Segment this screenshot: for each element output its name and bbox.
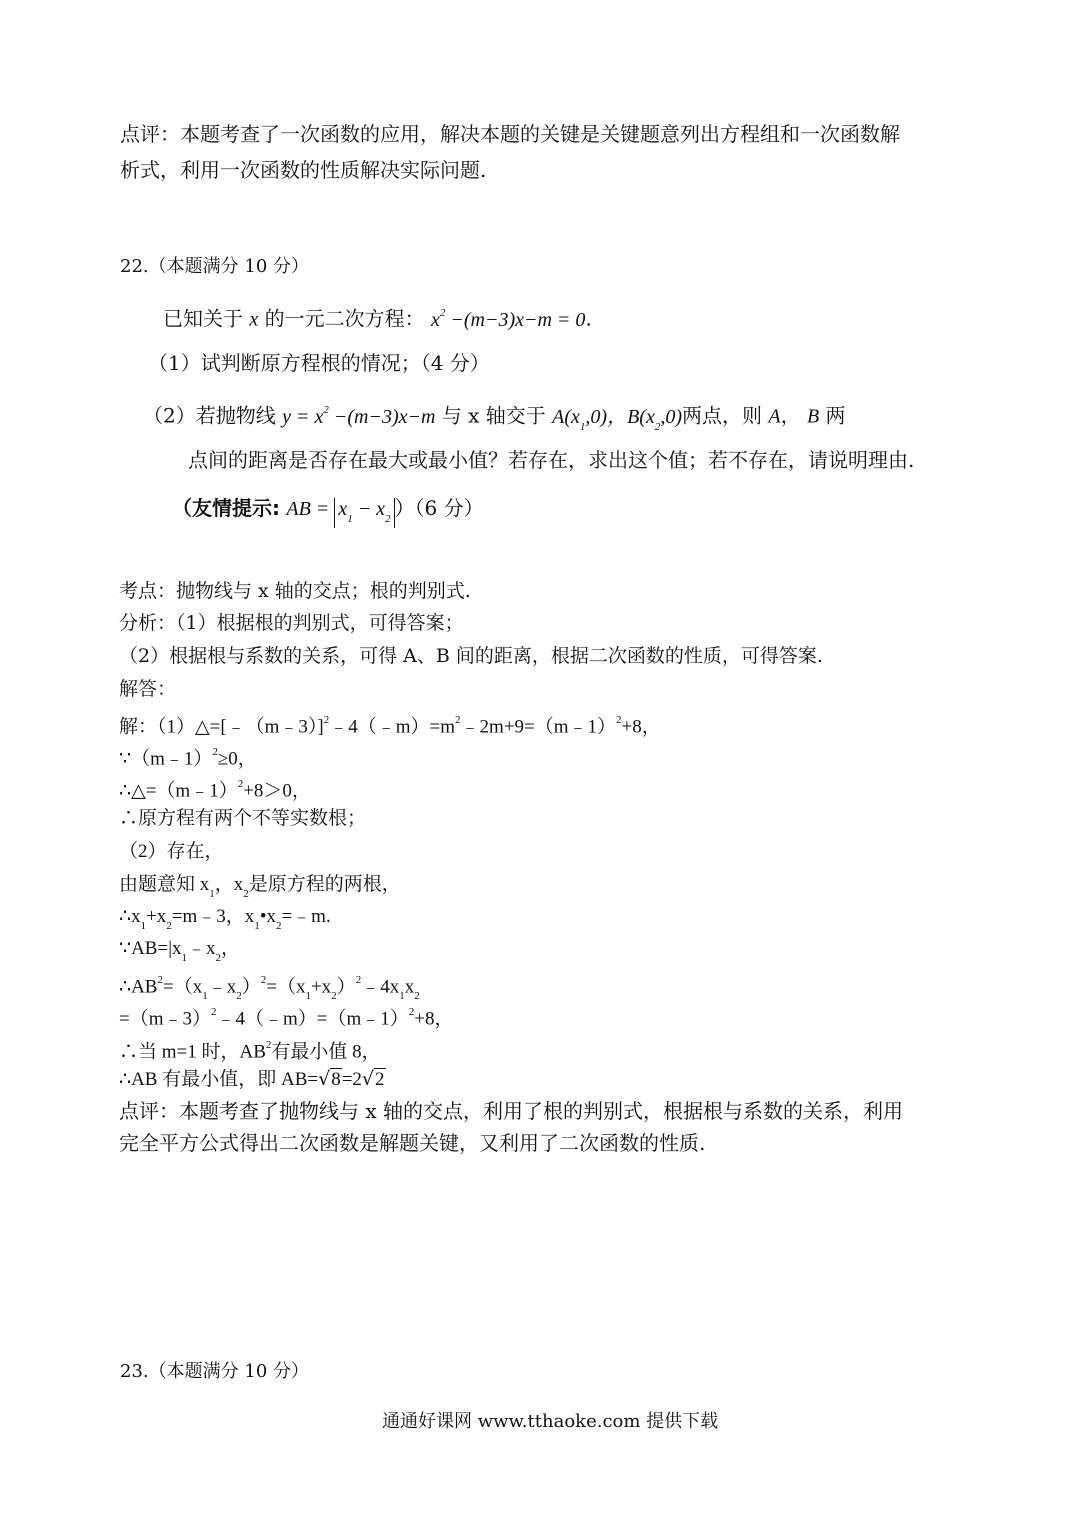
point-b: $B(x_2,0)$ <box>627 405 683 433</box>
q22-hint: （友情提示: AB = $x_1 - x_2$ ）（6 分） <box>172 495 484 528</box>
fenxi-2: （2）根据根与系数的关系，可得 A、B 间的距离，根据二次函数的性质，可得答案. <box>119 645 823 667</box>
hint-formula: AB = $x_1 - x_2$ <box>286 498 394 520</box>
top-comment-line2: 析式，利用一次函数的性质解决实际问题. <box>120 158 487 182</box>
solution-line-8: $\because AB=|x_1﹣x_2$， <box>119 938 241 964</box>
fenxi-1: 分析：（1）根据根的判别式，可得答案； <box>119 612 464 634</box>
solution-line-7: $\therefore x_1+x_2=m﹣3$，$x_1•x_2=﹣m$. <box>119 906 331 932</box>
solution-line-3: ∴△=（m﹣1）$^2$+8＞0， <box>119 778 311 802</box>
solution-line-10: =（m﹣3）$^2$﹣4（﹣m）=（m﹣1）$^2$+8， <box>119 1006 454 1030</box>
point-a: $A(x_1,0)$， <box>552 405 628 433</box>
parabola-equation: $y = x^2 -(m-3)x-m$ <box>282 404 436 428</box>
q22-score: （本题满分 10 分） <box>148 256 309 277</box>
q23-score: （本题满分 10 分） <box>148 1361 309 1382</box>
footer-text: 通通好课网 www.tthaoke.com 提供下载 <box>382 1411 719 1432</box>
kaodian: 考点：抛物线与 x 轴的交点；根的判别式. <box>119 580 471 602</box>
q22-header <box>120 254 309 280</box>
bottom-comment-line2: 完全平方公式得出二次函数是解题关键，又利用了二次函数的性质. <box>119 1131 706 1155</box>
top-comment-line1: 点评：本题考查了一次函数的应用，解决本题的关键是关键题意列出方程组和一次函数解 <box>120 122 900 146</box>
sqrt-2: √2 <box>361 1068 385 1090</box>
solution-line-4: ∴原方程有两个不等实数根； <box>119 808 367 829</box>
solution-line-2: ∵（m﹣1）$^2$≥0， <box>119 746 257 770</box>
solution-line-6: 由题意知 $x_1$，$x_2$是原方程的两根， <box>119 874 401 900</box>
q23-header <box>120 1359 309 1385</box>
q22-part1: （1）试判断原方程根的情况；（4 分） <box>148 351 490 375</box>
solution-line-1: 解：$(1)\triangle=[﹣(m﹣3)]^2﹣4(﹣m)=m^2﹣2m+9=(m﹣1)^2+8$， <box>119 714 661 738</box>
bottom-comment-line1: 点评：本题考查了抛物线与 x 轴的交点，利用了根的判别式，根据根与系数的关系，利用 <box>119 1099 903 1123</box>
q23-number: 23. <box>120 1361 149 1382</box>
q22-number: 22. <box>120 256 149 277</box>
q22-part2-line1: （2）若抛物线 $y = x^2 -(m-3)x-m$ 与 x 轴交于 $A(x_1,0)$，$B(x_2,0)$两点，则 A， B 两 <box>143 403 846 433</box>
q22-stem: 已知关于 x 的一元二次方程： $x^2 -(m-3)x-m = 0$. <box>163 306 592 331</box>
stem-equation: $x^2 -(m-3)x-m = 0$ <box>430 307 586 331</box>
q22-part2-line2: 点间的距离是否存在最大或最小值？若存在，求出这个值；若不存在，请说明理由. <box>188 448 915 472</box>
jieda-label: 解答： <box>119 678 177 700</box>
solution-line-12: ∴AB 有最小值，即 AB=√8=2√2 <box>119 1066 386 1093</box>
solution-line-11: ∴当 m=1 时，$AB^2$有最小值 8， <box>119 1039 381 1063</box>
solution-line-9: $\therefore AB^2=(x_1﹣x_2)^2=(x_1+x_2)^2﹣4x_1x_2$ <box>119 974 420 1003</box>
solution-line-5: （2）存在， <box>119 841 224 862</box>
sqrt-8: √8 <box>318 1068 341 1090</box>
